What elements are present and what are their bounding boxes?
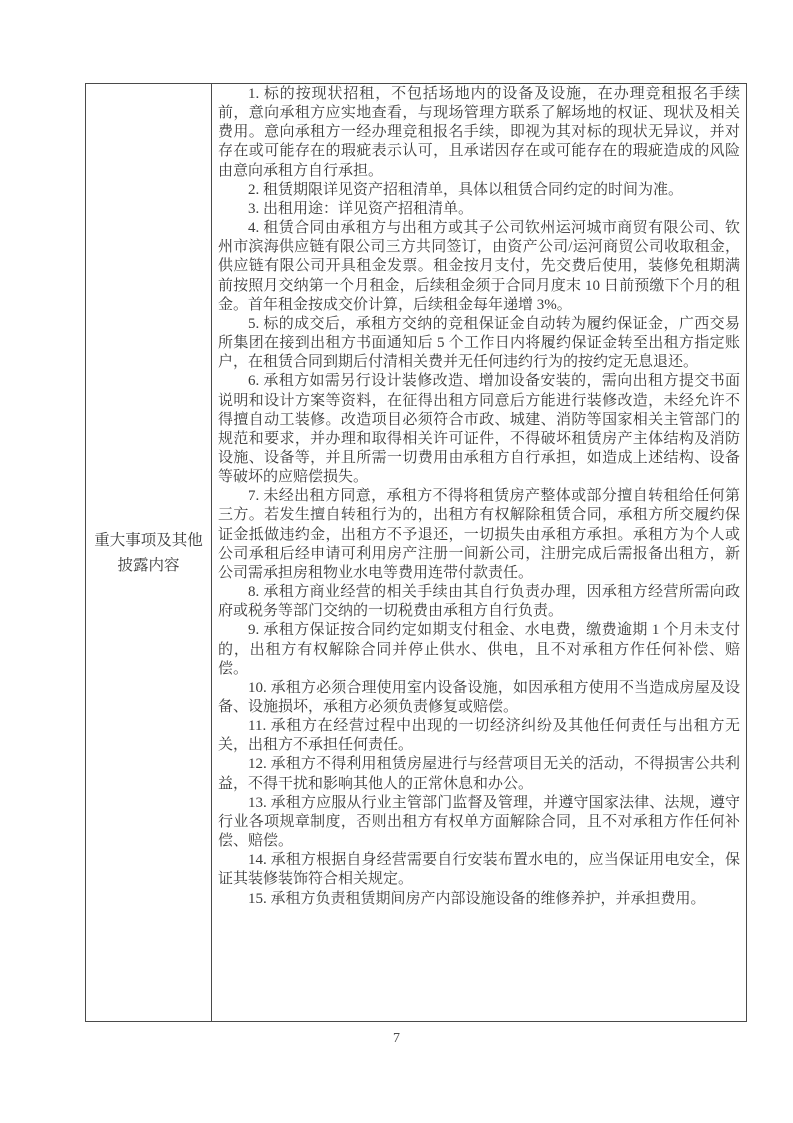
clause-paragraph: 4. 租赁合同由承租方与出租方或其子公司钦州运河城市商贸有限公司、钦州市滨海供应链有限公司三方共同签订，由资产公司/运河商贸公司收取租金，供应链有限公司开具租金发票。租金按月支付，先交费后使用，装修免租期满前按照月交纳第一个月租金，后续租金须于合同月度末 10 日前预缴下个月的租金。首年租金按成交价计算，后续租金每年递增 3%。: [218, 220, 740, 313]
clause-paragraph: 13. 承租方应服从行业主管部门监督及管理，并遵守国家法律、法规，遵守行业各项规章制度，否则出租方有权单方面解除合同，且不对承租方作任何补偿、赔偿。: [218, 794, 740, 850]
clause-paragraph: 3. 出租用途：详见资产招租清单。: [248, 200, 474, 217]
clause-paragraph: 9. 承租方保证按合同约定如期支付租金、水电费，缴费逾期 1 个月未支付的，出租方有权解除合同并停止供水、供电，且不对承租方作任何补偿、赔偿。: [218, 622, 740, 677]
page-number: 7: [393, 1031, 400, 1046]
clause-paragraph: 7. 未经出租方同意，承租方不得将租赁房产整体或部分擅自转租给任何第三方。若发生擅自转租行为的，出租方有权解除租赁合同，承租方所交履约保证金抵做违约金，出租方不予退还，一切损失由承租方承担。承租方为个人或公司承租后经申请可利用房产注册一间新公司，注册完成后需报备出租方，新公司需承担房租物业水电等费用连带付款责任。: [218, 488, 740, 581]
clause-paragraph: 11. 承租方在经营过程中出现的一切经济纠纷及其他任何责任与出租方无关，出租方不承担任何责任。: [218, 718, 740, 754]
clause-paragraph: 12. 承租方不得利用租赁房屋进行与经营项目无关的活动，不得损害公共利益，不得干扰和影响其他人的正常休息和办公。: [218, 756, 740, 792]
row-header-cell: [86, 84, 212, 1022]
clause-list: [218, 85, 740, 1020]
row-header-label: 重大事项及其他披露内容: [94, 531, 203, 574]
clause-paragraph: 2. 租赁期限详见资产招租清单，具体以租赁合同约定的时间为准。: [248, 181, 684, 198]
clause-paragraph: 6. 承租方如需另行设计装修改造、增加设备安装的，需向出租方提交书面说明和设计方案等资料，在征得出租方同意后方能进行装修改造，未经允许不得擅自动工装修。改造项目必须符合市政、城建、消防等国家相关主管部门的规范和要求，并办理和取得相关许可证件，不得破坏租赁房产主体结构及消防设施、设备等，并且所需一切费用由承租方自行承担，如造成上述结构、设备等破坏的应赔偿损失。: [218, 373, 740, 486]
table-row: [86, 84, 747, 1022]
clause-paragraph: 1. 标的按现状招租，不包括场地内的设备及设施，在办理竞租报名手续前，意向承租方应实地查看，与现场管理方联系了解场地的权证、现状及相关费用。意向承租方一经办理竞租报名手续，即视为其对标的现状无异议，并对存在或可能存在的瑕疵表示认可，且承诺因存在或可能存在的瑕疵造成的风险由意向承租方自行承担。: [218, 86, 740, 179]
clause-paragraph: 10. 承租方必须合理使用室内设备设施，如因承租方使用不当造成房屋及设备、设施损坏，承租方必须负责修复或赔偿。: [218, 679, 740, 715]
content-cell: [212, 84, 747, 1022]
clause-paragraph: 8. 承租方商业经营的相关手续由其自行负责办理，因承租方经营所需向政府或税务等部门交纳的一切税费由承租方自行负责。: [218, 584, 740, 620]
disclosure-table: [85, 83, 747, 1022]
clause-paragraph: 15. 承租方负责租赁期间房产内部设施设备的维修养护，并承担费用。: [248, 890, 706, 907]
clause-paragraph: 14. 承租方根据自身经营需要自行安装布置水电的，应当保证用电安全，保证其装修装饰符合相关规定。: [218, 852, 740, 888]
clause-paragraph: 5. 标的成交后，承租方交纳的竞租保证金自动转为履约保证金，广西交易所集团在接到出租方书面通知后 5 个工作日内将履约保证金转至出租方指定账户，在租赁合同到期后付清相关费并无任何违约行为的按约定无息退还。: [218, 315, 740, 371]
